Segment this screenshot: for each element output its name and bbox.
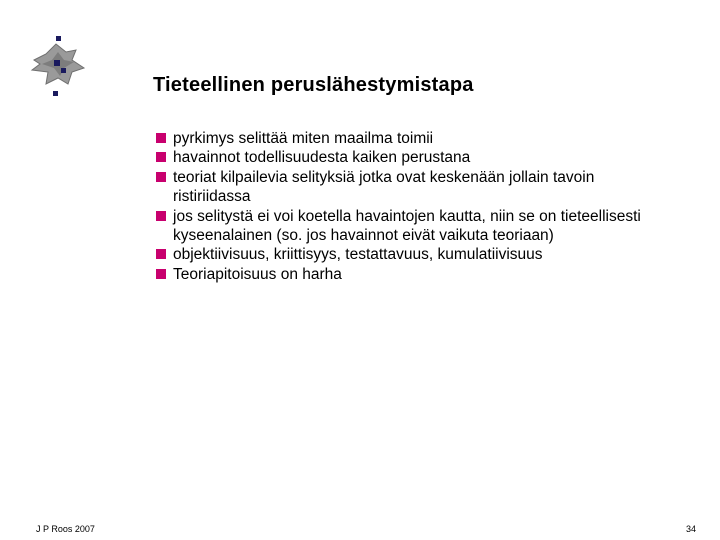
bullet-square-icon	[156, 269, 166, 279]
slide-title: Tieteellinen peruslähestymistapa	[153, 74, 474, 96]
bullet-list	[156, 129, 676, 284]
bullet-text: havainnot todellisuudesta kaiken perustana	[173, 149, 471, 167]
list-item	[156, 245, 676, 264]
page-number: 34	[685, 524, 696, 534]
university-crest-icon	[26, 34, 90, 98]
list-item	[156, 168, 676, 207]
bullet-text: jos selitystä ei voi koetella havaintojen kautta, niin se on tieteellisesti kyseenalainen (so. jos havainnot eivät vaikuta teoriaan)	[173, 207, 641, 245]
list-item	[156, 129, 676, 148]
list-item	[156, 207, 676, 246]
bullet-text: teoriat kilpailevia selityksiä jotka ovat keskenään jollain tavoin ristiriidassa	[173, 168, 595, 206]
bullet-square-icon	[156, 133, 166, 143]
list-item	[156, 148, 676, 167]
bullet-text: Teoriapitoisuus on harha	[173, 265, 342, 283]
bullet-text: pyrkimys selittää miten maailma toimii	[173, 130, 434, 147]
bullet-square-icon	[156, 249, 166, 259]
list-item	[156, 265, 676, 284]
bullet-text: objektiivisuus, kriittisyys, testattavuus, kumulatiivisuus	[173, 246, 543, 264]
footer-author: J P Roos 2007	[36, 524, 95, 534]
bullet-square-icon	[156, 211, 166, 221]
bullet-square-icon	[156, 152, 166, 162]
bullet-square-icon	[156, 172, 166, 182]
